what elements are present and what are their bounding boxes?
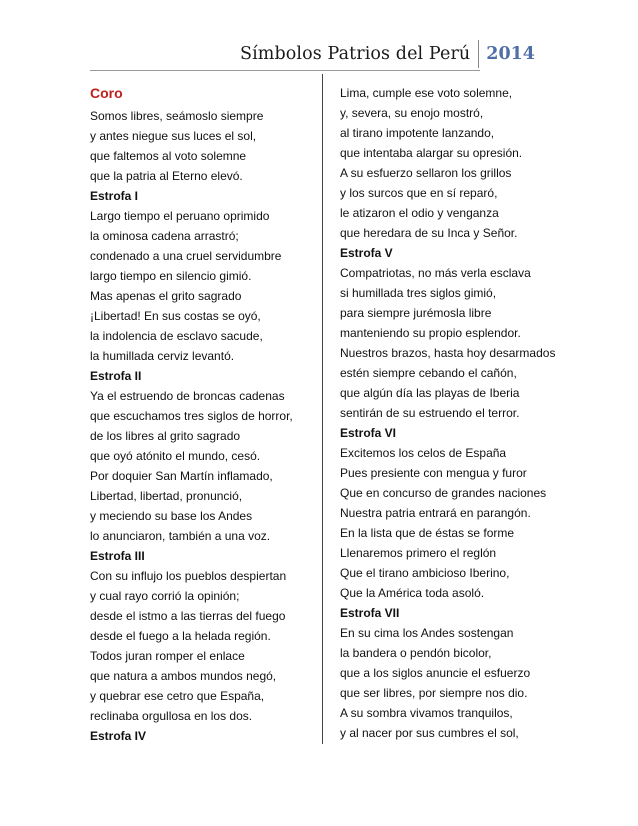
verse-line: que oyó atónito el mundo, cesó. [90, 449, 261, 463]
verse-line: y cual rayo corrió la opinión; [90, 589, 240, 603]
verse-line: Largo tiempo el peruano oprimido [90, 209, 270, 223]
verse-line: A su sombra vivamos tranquilos, [340, 706, 513, 720]
verse-line: Compatriotas, no más verla esclava [340, 266, 531, 280]
verse-line: largo tiempo en silencio gimió. [90, 269, 252, 283]
stanza-heading: Estrofa V [340, 246, 393, 260]
verse-line: para siempre jurémosla libre [340, 306, 492, 320]
header-year: 2014 [486, 44, 535, 64]
header-rule [90, 70, 480, 71]
verse-line: la bandera o pendón bicolor, [340, 646, 492, 660]
verse-line: Con su influjo los pueblos despiertan [90, 569, 287, 583]
header-title: Símbolos Patrios del Perú [239, 44, 471, 64]
verse-line: A su esfuerzo sellaron los grillos [340, 166, 512, 180]
verse-line: condenado a una cruel servidumbre [90, 249, 282, 263]
verse-line: Libertad, libertad, pronunció, [90, 489, 243, 503]
verse-line: de los libres al grito sagrado [90, 429, 241, 443]
stanza-heading: Estrofa II [90, 369, 142, 383]
stanza-heading: Estrofa IV [90, 729, 147, 743]
verse-line: Mas apenas el grito sagrado [90, 289, 242, 303]
verse-line: Nuestra patria entrará en parangón. [340, 506, 531, 520]
column-divider [322, 74, 323, 744]
verse-line: desde el fuego a la helada región. [90, 629, 271, 643]
verse-line: manteniendo su propio esplendor. [340, 326, 521, 340]
verse-line: que a los siglos anuncie el esfuerzo [340, 666, 531, 680]
verse-line: Que en concurso de grandes naciones [340, 486, 547, 500]
verse-line: En la lista que de éstas se forme [340, 526, 515, 540]
verse-line: que algún día las playas de Iberia [340, 386, 520, 400]
verse-line: Nuestros brazos, hasta hoy desarmados [340, 346, 556, 360]
verse-line: Todos juran romper el enlace [90, 649, 245, 663]
verse-line: que ser libres, por siempre nos dio. [340, 686, 528, 700]
verse-line: que escuchamos tres siglos de horror, [90, 409, 293, 423]
verse-line: al tirano impotente lanzando, [340, 126, 495, 140]
verse-line: desde el istmo a las tierras del fuego [90, 609, 286, 623]
verse-line: que intentaba alargar su opresión. [340, 146, 523, 160]
verse-line: Llenaremos primero el reglón [340, 546, 497, 560]
verse-line: y quebrar ese cetro que España, [90, 689, 265, 703]
verse-line: que natura a ambos mundos negó, [90, 669, 277, 683]
verse-line: la humillada cerviz levantó. [90, 349, 235, 363]
verse-line: que faltemos al voto solemne [90, 149, 247, 163]
verse-line: ¡Libertad! En sus costas se oyó, [90, 309, 261, 323]
verse-line: y antes niegue sus luces el sol, [90, 129, 257, 143]
verse-line: estén siempre cebando el cañón, [340, 366, 517, 380]
verse-line: Ya el estruendo de broncas cadenas [90, 389, 285, 403]
verse-line: y meciendo su base los Andes [90, 509, 253, 523]
verse-line: Por doquier San Martín inflamado, [90, 469, 273, 483]
verse-line: que heredara de su Inca y Señor. [340, 226, 518, 240]
verse-line: Somos libres, seámoslo siempre [90, 109, 264, 123]
right-column [340, 83, 560, 743]
verse-line: En su cima los Andes sostengan [340, 626, 514, 640]
verse-line: si humillada tres siglos gimió, [340, 286, 497, 300]
verse-line: la ominosa cadena arrastró; [90, 229, 239, 243]
verse-line: la indolencia de esclavo sacude, [90, 329, 263, 343]
page-header [0, 40, 535, 68]
stanza-heading: Estrofa VI [340, 426, 397, 440]
verse-line: le atizaron el odio y venganza [340, 206, 499, 220]
verse-line: Pues presiente con mengua y furor [340, 466, 527, 480]
stanza-heading: Estrofa III [90, 549, 145, 563]
verse-line: lo anunciaron, también a una voz. [90, 529, 271, 543]
verse-line: Que la América toda asoló. [340, 586, 485, 600]
stanza-heading: Estrofa I [90, 189, 139, 203]
verse-line: Lima, cumple ese voto solemne, [340, 86, 513, 100]
verse-line: Que el tirano ambicioso Iberino, [340, 566, 510, 580]
coro-heading: Coro [90, 85, 123, 101]
verse-line: reclinaba orgullosa en los dos. [90, 709, 253, 723]
verse-line: Excitemos los celos de España [340, 446, 507, 460]
stanza-heading: Estrofa VII [340, 606, 400, 620]
verse-line: y, severa, su enojo mostró, [340, 106, 484, 120]
verse-line: sentirán de su estruendo el terror. [340, 406, 520, 420]
verse-line: y los surcos que en sí reparó, [340, 186, 498, 200]
left-column [90, 82, 315, 746]
verse-line: y al nacer por sus cumbres el sol, [340, 726, 519, 740]
verse-line: que la patria al Eterno elevó. [90, 169, 243, 183]
